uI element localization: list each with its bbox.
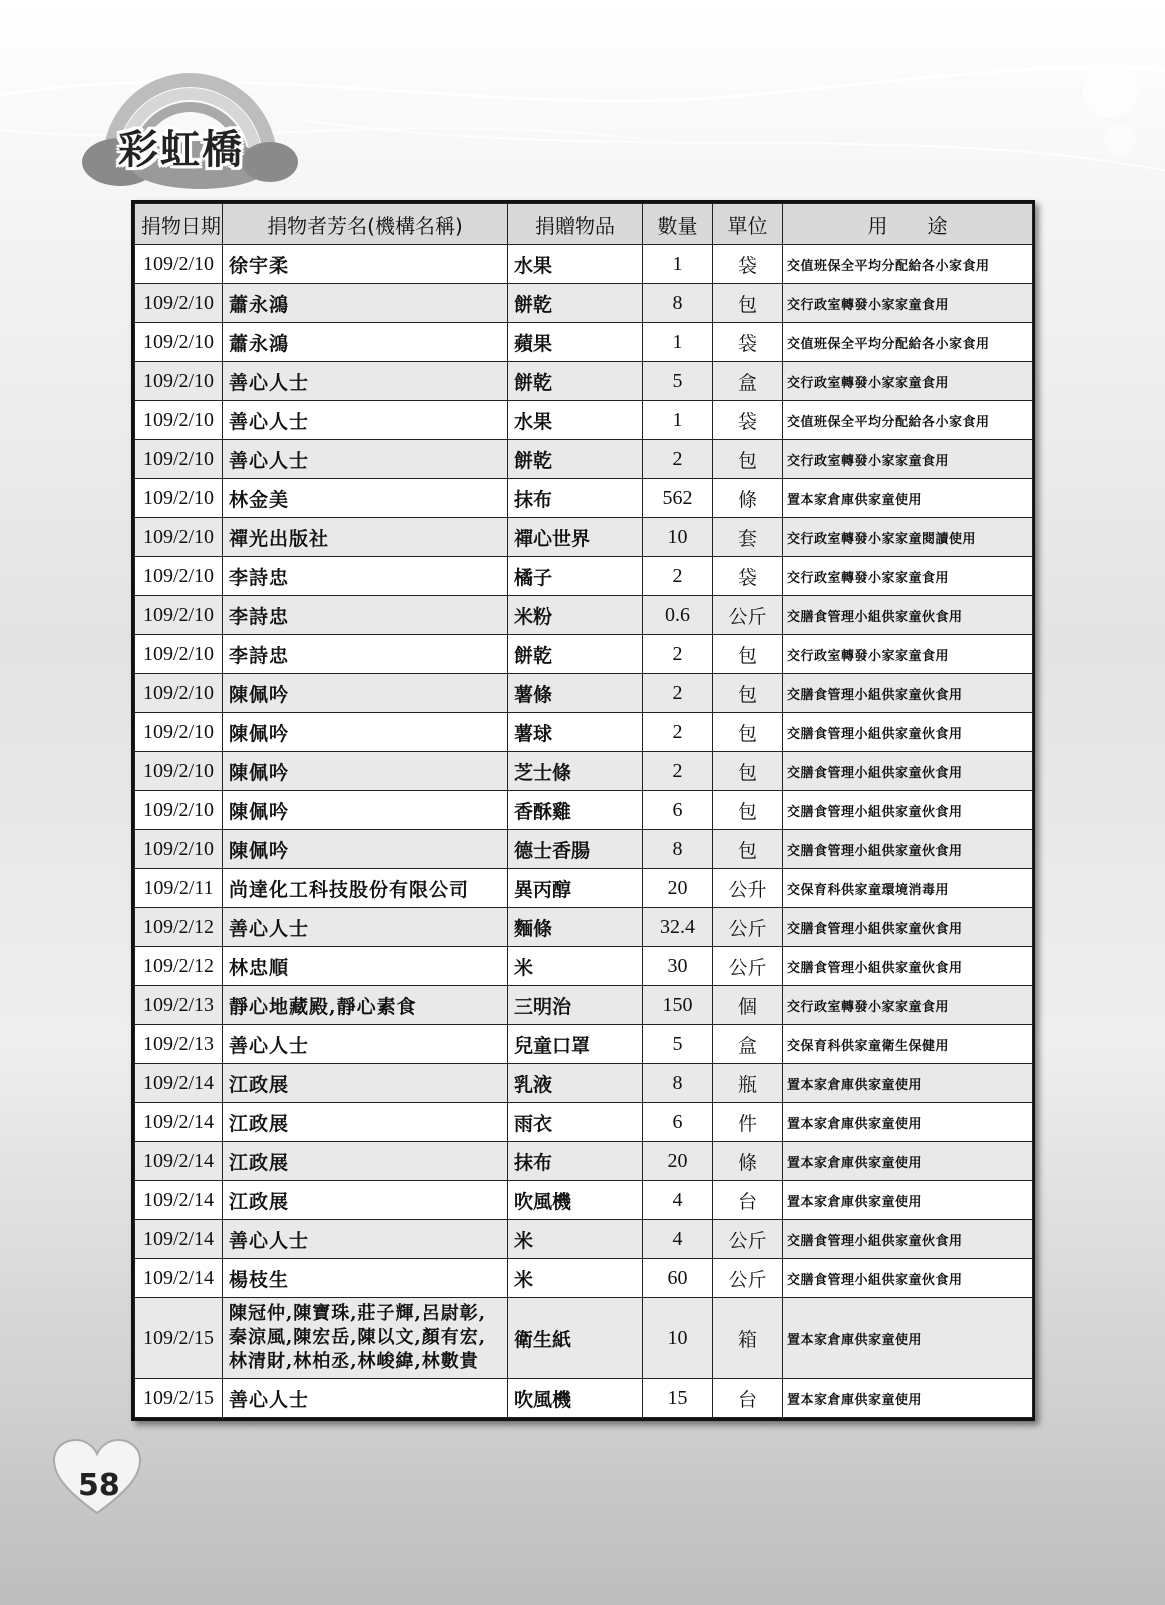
date-cell: 109/2/14	[135, 1181, 223, 1220]
quantity-cell: 150	[643, 986, 713, 1025]
quantity-cell: 30	[643, 947, 713, 986]
quantity-cell: 32.4	[643, 908, 713, 947]
purpose-cell: 交保育科供家童環境消毒用	[783, 869, 1033, 908]
donor-cell: 陳佩吟	[223, 674, 508, 713]
quantity-cell: 2	[643, 752, 713, 791]
table-row	[135, 518, 1033, 557]
table-header-row	[135, 204, 1033, 245]
page-number: 58	[78, 1468, 120, 1503]
purpose-cell: 交行政室轉發小家家童閱讀使用	[783, 518, 1033, 557]
quantity-cell: 2	[643, 713, 713, 752]
purpose-cell: 交行政室轉發小家家童食用	[783, 362, 1033, 401]
unit-cell: 瓶	[713, 1064, 783, 1103]
unit-cell: 條	[713, 1142, 783, 1181]
item-cell: 米	[508, 1259, 643, 1298]
item-cell: 橘子	[508, 557, 643, 596]
item-cell: 薯球	[508, 713, 643, 752]
unit-cell: 包	[713, 440, 783, 479]
quantity-cell: 20	[643, 869, 713, 908]
purpose-cell: 交值班保全平均分配給各小家食用	[783, 323, 1033, 362]
purpose-cell: 交行政室轉發小家家童食用	[783, 440, 1033, 479]
purpose-cell: 交膳食管理小組供家童伙食用	[783, 830, 1033, 869]
table-row	[135, 713, 1033, 752]
date-cell: 109/2/10	[135, 752, 223, 791]
table-row	[135, 245, 1033, 284]
purpose-cell: 交行政室轉發小家家童食用	[783, 986, 1033, 1025]
unit-cell: 台	[713, 1181, 783, 1220]
purpose-cell: 置本家倉庫供家童使用	[783, 1181, 1033, 1220]
item-cell: 米	[508, 947, 643, 986]
unit-cell: 袋	[713, 401, 783, 440]
quantity-cell: 0.6	[643, 596, 713, 635]
purpose-cell: 交值班保全平均分配給各小家食用	[783, 245, 1033, 284]
unit-cell: 包	[713, 830, 783, 869]
donor-cell: 善心人士	[223, 440, 508, 479]
table-row	[135, 674, 1033, 713]
item-cell: 餅乾	[508, 440, 643, 479]
purpose-cell: 交保育科供家童衛生保健用	[783, 1025, 1033, 1064]
donor-cell: 陳佩吟	[223, 830, 508, 869]
date-cell: 109/2/10	[135, 284, 223, 323]
unit-cell: 包	[713, 635, 783, 674]
quantity-cell: 5	[643, 362, 713, 401]
purpose-cell: 交膳食管理小組供家童伙食用	[783, 908, 1033, 947]
unit-cell: 公斤	[713, 1220, 783, 1259]
donor-cell: 尚達化工科技股份有限公司	[223, 869, 508, 908]
date-cell: 109/2/10	[135, 245, 223, 284]
unit-cell: 包	[713, 713, 783, 752]
item-cell: 吹風機	[508, 1379, 643, 1418]
purpose-cell: 交行政室轉發小家家童食用	[783, 557, 1033, 596]
item-cell: 三明治	[508, 986, 643, 1025]
item-cell: 薯條	[508, 674, 643, 713]
table-row	[135, 635, 1033, 674]
quantity-cell: 5	[643, 1025, 713, 1064]
quantity-cell: 6	[643, 1103, 713, 1142]
item-cell: 抹布	[508, 1142, 643, 1181]
item-cell: 水果	[508, 401, 643, 440]
column-header-date: 捐物日期	[135, 204, 223, 245]
date-cell: 109/2/10	[135, 440, 223, 479]
item-cell: 餅乾	[508, 284, 643, 323]
table-row	[135, 440, 1033, 479]
quantity-cell: 2	[643, 674, 713, 713]
item-cell: 兒童口罩	[508, 1025, 643, 1064]
table-row	[135, 1103, 1033, 1142]
unit-cell: 盒	[713, 362, 783, 401]
quantity-cell: 60	[643, 1259, 713, 1298]
date-cell: 109/2/15	[135, 1298, 223, 1379]
date-cell: 109/2/10	[135, 791, 223, 830]
unit-cell: 個	[713, 986, 783, 1025]
unit-cell: 套	[713, 518, 783, 557]
purpose-cell: 置本家倉庫供家童使用	[783, 1064, 1033, 1103]
date-cell: 109/2/14	[135, 1064, 223, 1103]
purpose-cell: 置本家倉庫供家童使用	[783, 1379, 1033, 1418]
donor-cell: 善心人士	[223, 1025, 508, 1064]
item-cell: 蘋果	[508, 323, 643, 362]
item-cell: 吹風機	[508, 1181, 643, 1220]
unit-cell: 包	[713, 674, 783, 713]
logo-title: 彩虹橋	[118, 127, 244, 173]
donor-cell: 陳佩吟	[223, 752, 508, 791]
purpose-cell: 交膳食管理小組供家童伙食用	[783, 791, 1033, 830]
unit-cell: 箱	[713, 1298, 783, 1379]
table-row	[135, 1142, 1033, 1181]
column-header-item: 捐贈物品	[508, 204, 643, 245]
quantity-cell: 4	[643, 1220, 713, 1259]
item-cell: 德士香腸	[508, 830, 643, 869]
date-cell: 109/2/10	[135, 401, 223, 440]
item-cell: 餅乾	[508, 362, 643, 401]
table-row	[135, 1064, 1033, 1103]
table-row	[135, 1181, 1033, 1220]
donor-cell: 善心人士	[223, 908, 508, 947]
date-cell: 109/2/14	[135, 1142, 223, 1181]
purpose-cell: 置本家倉庫供家童使用	[783, 1103, 1033, 1142]
item-cell: 餅乾	[508, 635, 643, 674]
date-cell: 109/2/10	[135, 479, 223, 518]
donor-cell: 李詩忠	[223, 557, 508, 596]
quantity-cell: 15	[643, 1379, 713, 1418]
table-row	[135, 908, 1033, 947]
table-row	[135, 791, 1033, 830]
unit-cell: 公斤	[713, 947, 783, 986]
item-cell: 衛生紙	[508, 1298, 643, 1379]
table-row	[135, 986, 1033, 1025]
column-header-quantity: 數量	[643, 204, 713, 245]
date-cell: 109/2/10	[135, 518, 223, 557]
quantity-cell: 10	[643, 518, 713, 557]
date-cell: 109/2/13	[135, 1025, 223, 1064]
unit-cell: 包	[713, 752, 783, 791]
donor-cell: 善心人士	[223, 1379, 508, 1418]
purpose-cell: 交膳食管理小組供家童伙食用	[783, 596, 1033, 635]
table-row	[135, 752, 1033, 791]
date-cell: 109/2/15	[135, 1379, 223, 1418]
purpose-cell: 交值班保全平均分配給各小家食用	[783, 401, 1033, 440]
unit-cell: 袋	[713, 245, 783, 284]
unit-cell: 包	[713, 791, 783, 830]
quantity-cell: 10	[643, 1298, 713, 1379]
quantity-cell: 8	[643, 284, 713, 323]
donor-cell: 楊枝生	[223, 1259, 508, 1298]
item-cell: 乳液	[508, 1064, 643, 1103]
donor-cell: 李詩忠	[223, 596, 508, 635]
unit-cell: 公升	[713, 869, 783, 908]
date-cell: 109/2/11	[135, 869, 223, 908]
column-header-donor: 捐物者芳名(機構名稱)	[223, 204, 508, 245]
date-cell: 109/2/10	[135, 830, 223, 869]
donor-cell: 徐宇柔	[223, 245, 508, 284]
quantity-cell: 4	[643, 1181, 713, 1220]
purpose-cell: 交行政室轉發小家家童食用	[783, 284, 1033, 323]
donor-cell: 善心人士	[223, 362, 508, 401]
quantity-cell: 6	[643, 791, 713, 830]
table-row	[135, 362, 1033, 401]
quantity-cell: 20	[643, 1142, 713, 1181]
date-cell: 109/2/10	[135, 674, 223, 713]
item-cell: 米	[508, 1220, 643, 1259]
date-cell: 109/2/14	[135, 1103, 223, 1142]
unit-cell: 條	[713, 479, 783, 518]
donor-cell: 善心人士	[223, 401, 508, 440]
quantity-cell: 2	[643, 557, 713, 596]
item-cell: 米粉	[508, 596, 643, 635]
date-cell: 109/2/12	[135, 947, 223, 986]
unit-cell: 件	[713, 1103, 783, 1142]
date-cell: 109/2/10	[135, 596, 223, 635]
purpose-cell: 交膳食管理小組供家童伙食用	[783, 1220, 1033, 1259]
donor-cell: 林金美	[223, 479, 508, 518]
donor-cell: 李詩忠	[223, 635, 508, 674]
date-cell: 109/2/13	[135, 986, 223, 1025]
date-cell: 109/2/10	[135, 323, 223, 362]
item-cell: 異丙醇	[508, 869, 643, 908]
table-row	[135, 1259, 1033, 1298]
table-row	[135, 596, 1033, 635]
purpose-cell: 置本家倉庫供家童使用	[783, 1298, 1033, 1379]
unit-cell: 包	[713, 284, 783, 323]
table-row	[135, 869, 1033, 908]
table-row	[135, 323, 1033, 362]
table-row	[135, 1220, 1033, 1259]
purpose-cell: 交行政室轉發小家家童食用	[783, 635, 1033, 674]
item-cell: 水果	[508, 245, 643, 284]
quantity-cell: 562	[643, 479, 713, 518]
donor-cell: 林忠順	[223, 947, 508, 986]
donor-cell: 蕭永鴻	[223, 323, 508, 362]
donor-cell: 善心人士	[223, 1220, 508, 1259]
quantity-cell: 1	[643, 323, 713, 362]
donor-cell: 江政展	[223, 1064, 508, 1103]
quantity-cell: 8	[643, 830, 713, 869]
purpose-cell: 交膳食管理小組供家童伙食用	[783, 752, 1033, 791]
donor-cell: 禪光出版社	[223, 518, 508, 557]
donation-table	[134, 203, 1033, 1418]
item-cell: 芝士條	[508, 752, 643, 791]
date-cell: 109/2/10	[135, 557, 223, 596]
purpose-cell: 交膳食管理小組供家童伙食用	[783, 1259, 1033, 1298]
table-row	[135, 401, 1033, 440]
table-row	[135, 947, 1033, 986]
quantity-cell: 2	[643, 635, 713, 674]
table-row	[135, 1379, 1033, 1418]
purpose-cell: 交膳食管理小組供家童伙食用	[783, 713, 1033, 752]
unit-cell: 盒	[713, 1025, 783, 1064]
quantity-cell: 2	[643, 440, 713, 479]
date-cell: 109/2/10	[135, 713, 223, 752]
donor-cell: 江政展	[223, 1103, 508, 1142]
table-row	[135, 284, 1033, 323]
donor-cell: 靜心地藏殿,靜心素食	[223, 986, 508, 1025]
unit-cell: 袋	[713, 323, 783, 362]
donor-cell: 陳佩吟	[223, 713, 508, 752]
table-row	[135, 479, 1033, 518]
item-cell: 香酥雞	[508, 791, 643, 830]
item-cell: 禪心世界	[508, 518, 643, 557]
purpose-cell: 置本家倉庫供家童使用	[783, 479, 1033, 518]
table-row	[135, 1298, 1033, 1379]
table-row	[135, 1025, 1033, 1064]
column-header-unit: 單位	[713, 204, 783, 245]
donor-cell: 江政展	[223, 1142, 508, 1181]
item-cell: 雨衣	[508, 1103, 643, 1142]
column-header-purpose: 用 途	[783, 204, 1033, 245]
item-cell: 麵條	[508, 908, 643, 947]
purpose-cell: 交膳食管理小組供家童伙食用	[783, 674, 1033, 713]
donation-table-container	[131, 200, 1035, 1421]
unit-cell: 台	[713, 1379, 783, 1418]
purpose-cell: 置本家倉庫供家童使用	[783, 1142, 1033, 1181]
item-cell: 抹布	[508, 479, 643, 518]
purpose-cell: 交膳食管理小組供家童伙食用	[783, 947, 1033, 986]
quantity-cell: 1	[643, 401, 713, 440]
quantity-cell: 8	[643, 1064, 713, 1103]
date-cell: 109/2/14	[135, 1220, 223, 1259]
donor-cell: 陳冠仲,陳寶珠,莊子輝,呂尉彰,秦涼風,陳宏岳,陳以文,顏有宏,林清財,林柏丞,林峻緯,林數貴	[223, 1298, 508, 1379]
table-row	[135, 830, 1033, 869]
date-cell: 109/2/10	[135, 362, 223, 401]
unit-cell: 公斤	[713, 908, 783, 947]
quantity-cell: 1	[643, 245, 713, 284]
table-row	[135, 557, 1033, 596]
unit-cell: 公斤	[713, 1259, 783, 1298]
unit-cell: 袋	[713, 557, 783, 596]
donor-cell: 江政展	[223, 1181, 508, 1220]
date-cell: 109/2/12	[135, 908, 223, 947]
donor-cell: 蕭永鴻	[223, 284, 508, 323]
date-cell: 109/2/14	[135, 1259, 223, 1298]
donor-cell: 陳佩吟	[223, 791, 508, 830]
unit-cell: 公斤	[713, 596, 783, 635]
date-cell: 109/2/10	[135, 635, 223, 674]
